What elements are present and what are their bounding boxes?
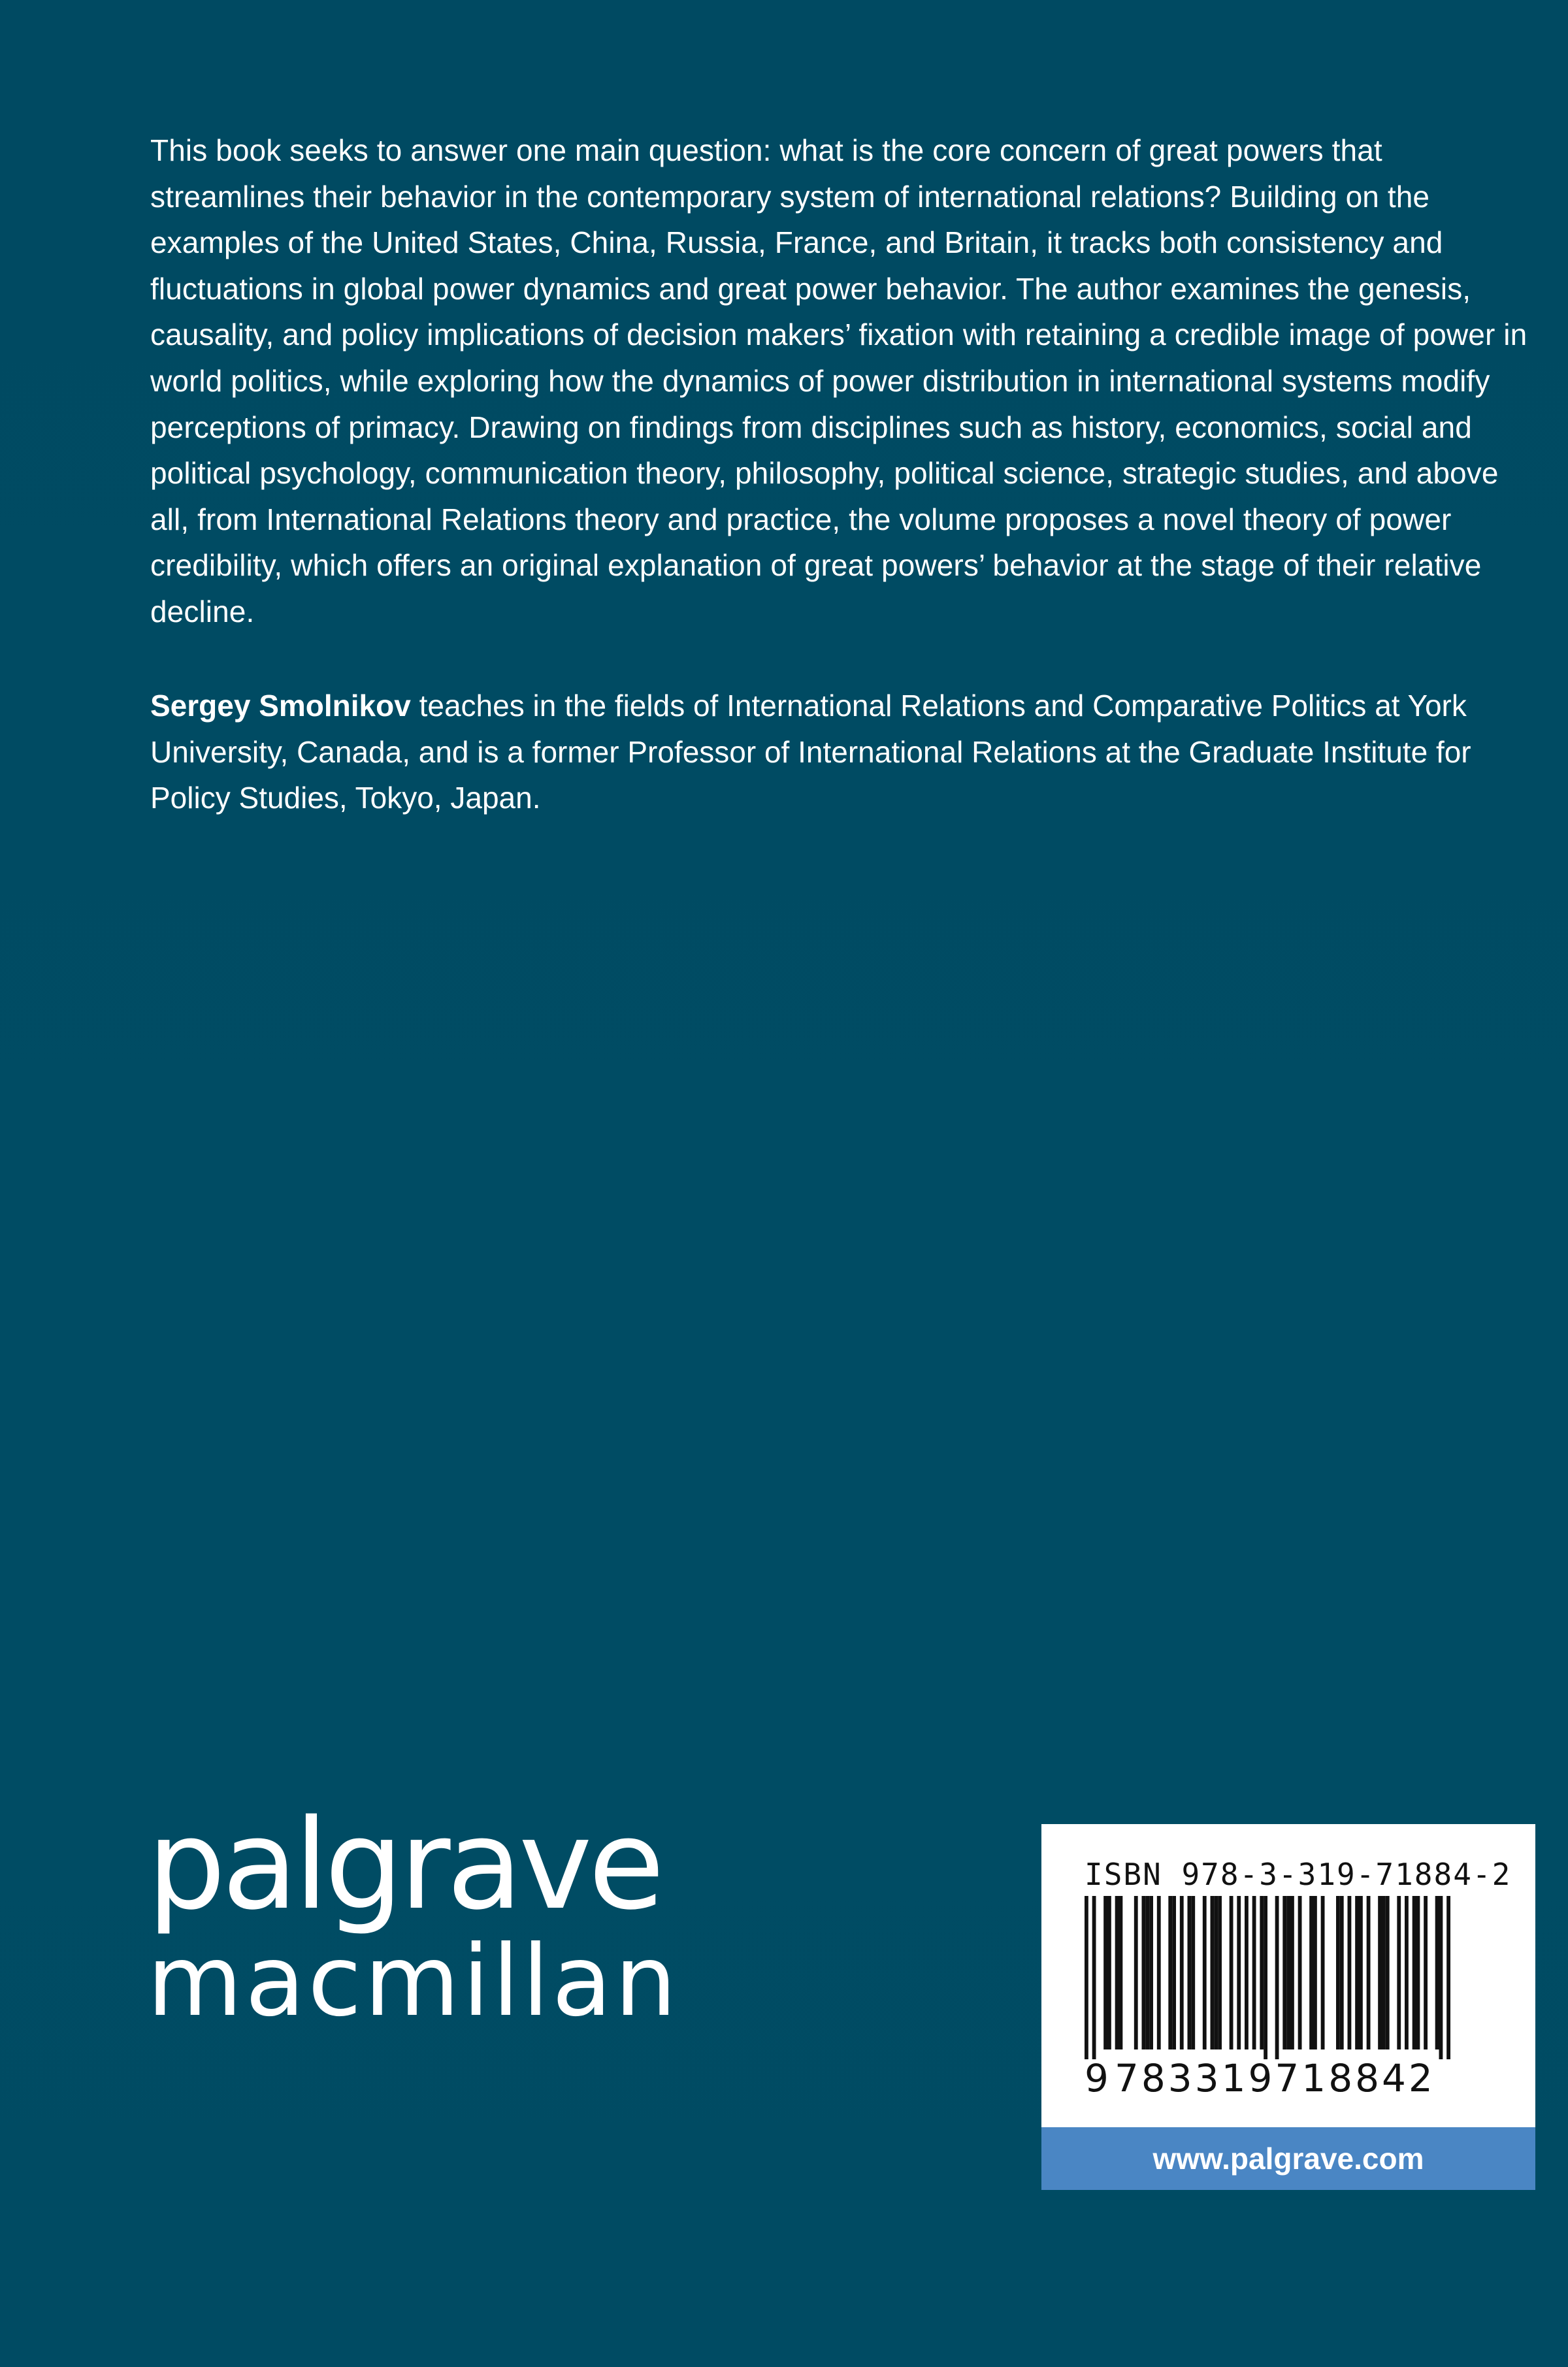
barcode-bar xyxy=(1378,1896,1382,2049)
publisher-logo-line2: macmillan xyxy=(147,1925,679,2038)
barcode-bar xyxy=(1134,1896,1138,2049)
barcode-bar xyxy=(1214,1896,1218,2049)
barcode-bar xyxy=(1416,1896,1420,2049)
barcode-bar xyxy=(1085,1896,1088,2059)
barcode-bar xyxy=(1191,1896,1195,2049)
isbn-barcode-panel xyxy=(1041,1824,1535,2190)
book-description: This book seeks to answer one main question: what is the core concern of great powers that streamlines their behavior in the contemporary system of international relations? Building on the examples of the United States, China, Russia, France, and Britain, it tracks both consistency and fluctuations in global power dynamics and great power behavior. The author examines the genesis, causality, and policy implications of decision makers’ fixation with retaining a credible image of power in world politics, while exploring how the dynamics of power distribution in international systems modify perceptions of primacy. Drawing on findings from disciplines such as history, economics, social and political psychology, communication theory, philosophy, political science, strategic studies, and above all, from International Relations theory and practice, the volume proposes a novel theory of power credibility, which offers an original explanation of great powers’ behavior at the stage of their relative decline. xyxy=(150,133,1527,628)
barcode-bar xyxy=(1211,1896,1215,2049)
barcode-bar xyxy=(1336,1896,1340,2049)
barcode-bar xyxy=(1275,1896,1279,2059)
barcode-bar xyxy=(1188,1896,1192,2049)
barcode-bar xyxy=(1103,1896,1107,2049)
barcode-bar xyxy=(1424,1896,1428,2049)
barcode-bar xyxy=(1260,1896,1264,2049)
barcode-bar xyxy=(1446,1896,1450,2059)
barcode-bar xyxy=(1367,1896,1371,2049)
barcode-bar xyxy=(1386,1896,1390,2049)
barcode-bar xyxy=(1397,1896,1401,2049)
author-bio xyxy=(150,683,1535,821)
barcode-bar xyxy=(1313,1896,1317,2049)
barcode-bar xyxy=(1282,1896,1286,2049)
barcode-bar xyxy=(1149,1896,1153,2049)
barcode-bar xyxy=(1252,1896,1256,2049)
barcode-icon xyxy=(1085,1896,1450,2059)
barcode-bar xyxy=(1264,1896,1267,2059)
barcode-bar xyxy=(1203,1896,1207,2049)
barcode-bar xyxy=(1092,1896,1096,2059)
barcode-bar xyxy=(1286,1896,1290,2049)
barcode-bar xyxy=(1340,1896,1344,2049)
publisher-logo xyxy=(147,1793,679,2038)
barcode-bar xyxy=(1142,1896,1146,2049)
barcode-bar xyxy=(1355,1896,1359,2049)
barcode-bar xyxy=(1321,1896,1325,2049)
barcode-lead-digit: 9 xyxy=(1085,2056,1109,2100)
barcode-bar xyxy=(1119,1896,1123,2049)
barcode-bar xyxy=(1348,1896,1352,2049)
barcode-bar xyxy=(1245,1896,1249,2049)
author-name: Sergey Smolnikov xyxy=(150,689,411,723)
barcode-bar xyxy=(1405,1896,1409,2049)
publisher-logo-line1: palgrave xyxy=(147,1793,661,1937)
barcode-bar xyxy=(1382,1896,1386,2049)
publisher-url[interactable]: www.palgrave.com xyxy=(1041,2127,1535,2190)
barcode-bar xyxy=(1145,1896,1149,2049)
barcode-bar xyxy=(1230,1896,1233,2049)
barcode-bar xyxy=(1237,1896,1241,2049)
barcode-bar xyxy=(1359,1896,1363,2049)
barcode-digits: 783319718842 xyxy=(1115,2056,1435,2100)
barcode-bar xyxy=(1157,1896,1161,2049)
barcode-bar xyxy=(1439,1896,1443,2059)
author-bio-text: teaches in the fields of International Relations and Comparative Politics at York University, Canada, and is a former Professor of International Relations at the Graduate Institute for Policy Studies, Tokyo, Japan. xyxy=(150,689,1471,815)
barcode-bar xyxy=(1435,1896,1439,2049)
barcode-bar xyxy=(1115,1896,1119,2049)
barcode-bar xyxy=(1168,1896,1172,2049)
barcode-bar xyxy=(1107,1896,1111,2049)
barcode-bar xyxy=(1309,1896,1313,2049)
barcode-bar xyxy=(1413,1896,1416,2049)
barcode-bar xyxy=(1290,1896,1294,2049)
barcode-bar xyxy=(1172,1896,1176,2049)
barcode-bar xyxy=(1218,1896,1222,2049)
barcode-bar xyxy=(1298,1896,1302,2049)
barcode-bar xyxy=(1180,1896,1184,2049)
isbn-label: ISBN 978-3-319-71884-2 xyxy=(1085,1857,1512,1892)
